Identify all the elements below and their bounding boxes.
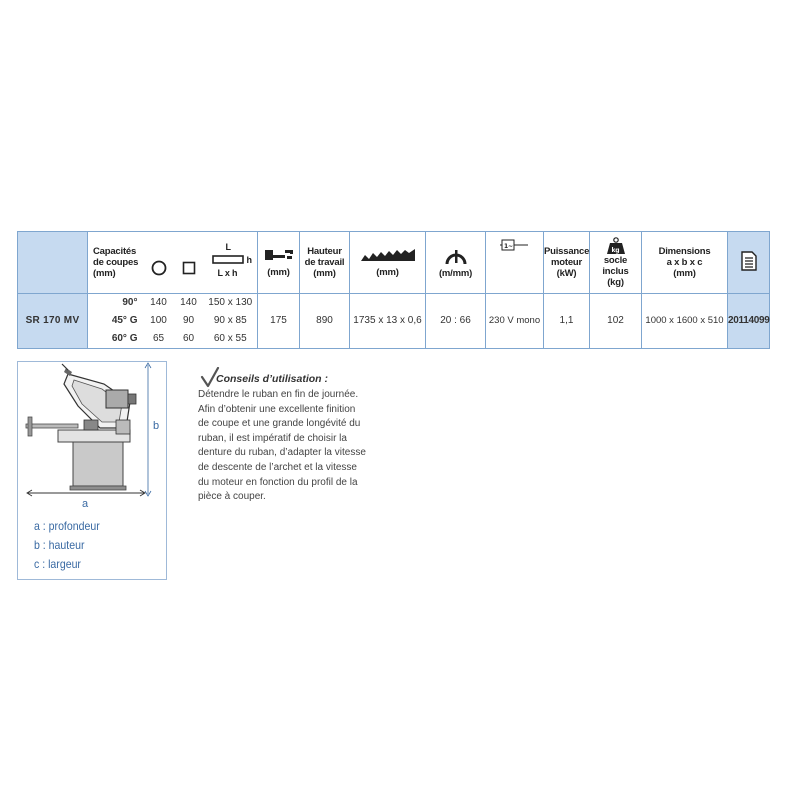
motor-header <box>486 232 544 294</box>
angle-45: 45° G <box>88 312 144 330</box>
voltage-value: 230 V mono <box>486 293 544 348</box>
speed-header: (m/mm) <box>426 232 486 294</box>
square-45: 90 <box>182 315 195 327</box>
saw-blade-icon <box>359 247 417 265</box>
dimension-label-b: b <box>153 420 160 432</box>
vise-icon <box>263 247 295 265</box>
square-60: 60 <box>174 330 204 349</box>
rect-90: 150 x 130 <box>204 293 258 312</box>
speed-value: 20 : 66 <box>426 293 486 348</box>
svg-text:kg: kg <box>611 246 619 254</box>
round-45: 100 <box>150 315 167 327</box>
power-value: 1,1 <box>544 293 590 348</box>
weight-value: 102 <box>590 293 642 348</box>
round-90: 140 <box>144 293 174 312</box>
document-icon <box>741 251 757 271</box>
legend-width: c : largeur <box>34 557 81 571</box>
power-header: Puissance moteur (kW) <box>544 232 590 294</box>
vise-value: 175 <box>258 293 300 348</box>
dimensions-header: Dimensions a x b x c (mm) <box>642 232 728 294</box>
weight-icon <box>606 237 626 255</box>
speed-gauge-icon <box>445 246 467 266</box>
angle-60: 60° G <box>88 330 144 349</box>
legend-depth: a : profondeur <box>34 519 100 533</box>
capacities-header: Capacités de coupes (mm) <box>88 232 144 294</box>
machine-diagram-panel <box>17 361 167 580</box>
reference-header <box>728 232 770 294</box>
round-section-icon <box>151 260 167 276</box>
blade-header: (mm) <box>350 232 426 294</box>
reference-value: 20114099 <box>728 293 770 348</box>
svg-text:1~: 1~ <box>503 243 513 250</box>
vise-header: (mm) <box>258 232 300 294</box>
spec-table <box>17 231 769 349</box>
round-section-header <box>144 232 174 294</box>
weight-header: kg socle inclus (kg) <box>590 232 642 294</box>
square-section-icon <box>182 261 196 275</box>
checkmark-icon <box>200 367 220 389</box>
rect-section-header <box>204 232 258 294</box>
bandsaw-illustration <box>18 362 166 512</box>
square-section-header <box>174 232 204 294</box>
rect-h-label: h <box>246 255 252 266</box>
angle-90: 90° <box>88 293 144 312</box>
rect-lxh-label: L x h <box>217 268 238 279</box>
rect-section-icon <box>212 255 246 265</box>
rect-45: 90 x 85 <box>204 312 258 330</box>
legend-height: b : hauteur <box>34 538 85 552</box>
square-90: 140 <box>174 293 204 312</box>
working-height-header: Hauteur de travail (mm) <box>300 232 350 294</box>
motor-icon <box>498 238 532 252</box>
round-60: 65 <box>144 330 174 349</box>
advice-title: Conseils d’utilisation : <box>216 373 329 385</box>
rect-l-label: L <box>225 242 231 253</box>
rect-60: 60 x 55 <box>204 330 258 349</box>
header-empty-cell <box>18 232 88 294</box>
working-height-value: 890 <box>300 293 350 348</box>
usage-advice <box>198 367 418 505</box>
advice-text: Détendre le ruban en fin de journée. Afin d’obtenir une excellente finition de coupe et une grande longévité du ruban, il est impératif de choisir la denture du ruban, d’adapter la vitesse de descente de l’archet et la vitesse du moteur en fonction du profil de la pièce à couper. <box>198 389 366 503</box>
dimensions-value: 1000 x 1600 x 510 <box>642 293 728 348</box>
dimension-legend <box>34 517 109 574</box>
blade-value: 1735 x 13 x 0,6 <box>350 293 426 348</box>
model-cell: SR 170 MV <box>18 293 88 348</box>
dimension-label-a: a <box>82 498 89 510</box>
